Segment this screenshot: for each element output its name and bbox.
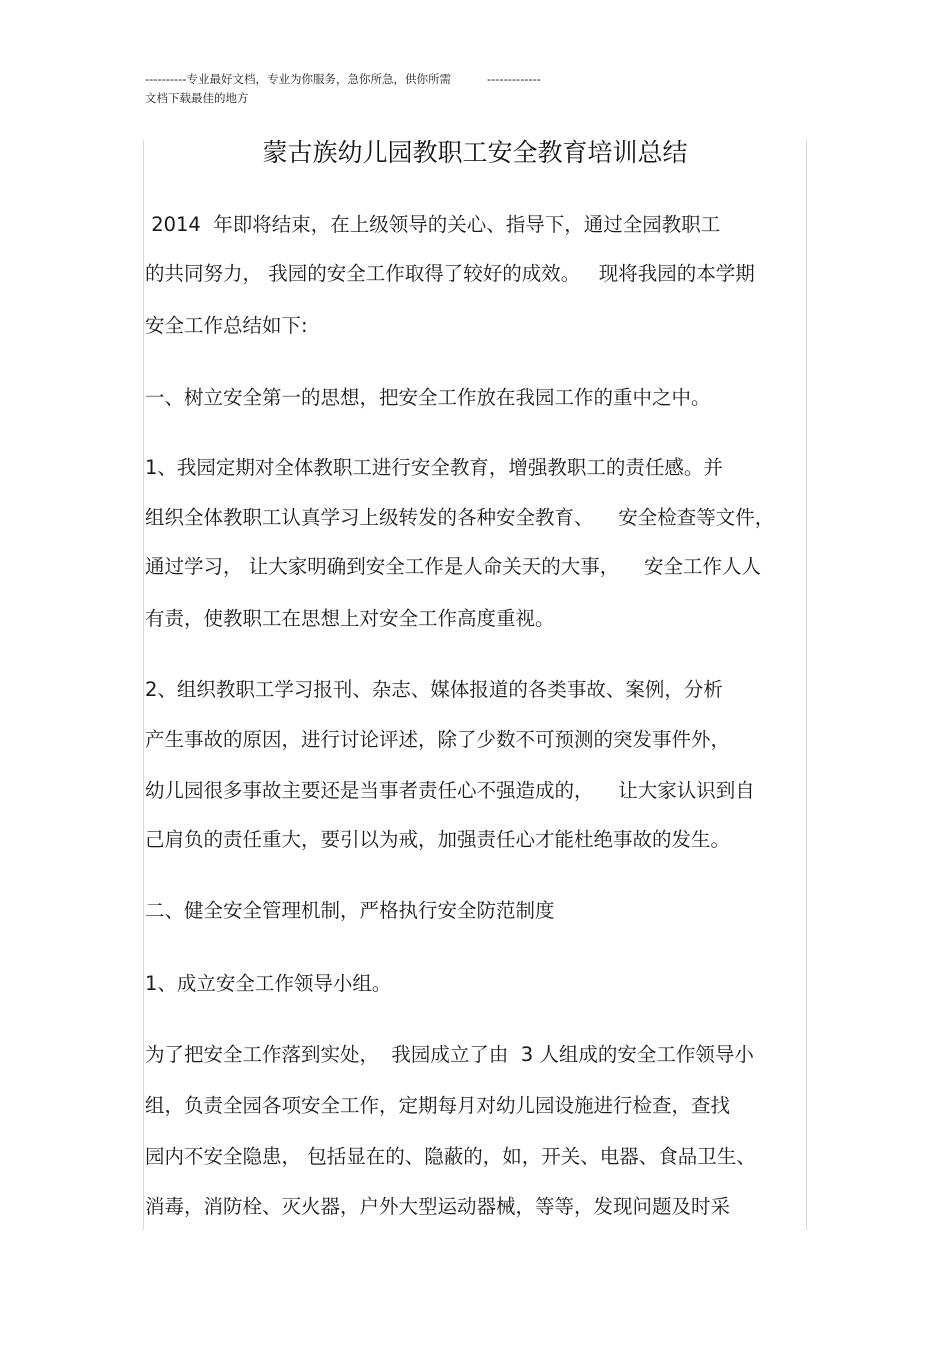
body-line: 通过学习， 让大家明确到安全工作是人命关天的大事， 安全工作人人 (145, 555, 761, 578)
header-dash-right: ------------- (487, 72, 541, 86)
body-line: 消毒，消防栓、灭火器，户外大型运动器械，等等，发现问题及时采 (145, 1195, 731, 1218)
body-line: 组织全体教职工认真学习上级转发的各种安全教育、 安全检查等文件， (145, 506, 775, 529)
body-line: 幼儿园很多事故主要还是当事者责任心不强造成的， 让大家认识到自 (145, 779, 755, 802)
body-line: 产生事故的原因，进行讨论评述，除了少数不可预测的突发事件外， (145, 728, 731, 751)
header-slogan: 专业最好文档，专业为你服务，急你所急，供你所需 (186, 72, 451, 86)
page-header (145, 70, 541, 108)
header-slogan-row (145, 70, 541, 89)
body-line: 有责，使教职工在思想上对安全工作高度重视。 (145, 607, 555, 630)
body-line: 组，负责全园各项安全工作，定期每月对幼儿园设施进行检查，查找 (145, 1094, 731, 1117)
body-line: 园内不安全隐患， 包括显在的、隐蔽的，如，开关、电器、食品卫生、 (145, 1145, 756, 1168)
document-title: 蒙古族幼儿园教职工安全教育培训总结 (262, 138, 688, 167)
body-line: 为了把安全工作落到实处， 我园成立了由 3 人组成的安全工作领导小 (145, 1043, 754, 1066)
body-line: 的共同努力， 我园的安全工作取得了较好的成效。 现将我园的本学期 (145, 262, 755, 285)
subsection-heading: 1、成立安全工作领导小组。 (145, 972, 392, 995)
body-line: 2、组织教职工学习报刊、杂志、媒体报道的各类事故、案例，分析 (145, 678, 723, 701)
section-heading: 二、健全安全管理机制，严格执行安全防范制度 (145, 899, 555, 922)
page-border-left (143, 140, 144, 1230)
section-heading: 一、树立安全第一的思想，把安全工作放在我园工作的重中之中。 (145, 386, 711, 409)
page-border-right (806, 140, 807, 1230)
body-line: 己肩负的责任重大，要引以为戒，加强责任心才能杜绝事故的发生。 (145, 828, 731, 851)
header-dash-left: ---------- (145, 72, 187, 86)
body-line: 2014 年即将结束，在上级领导的关心、指导下，通过全园教职工 (145, 213, 721, 236)
body-line: 安全工作总结如下: (145, 314, 308, 337)
body-line: 1、我园定期对全体教职工进行安全教育，增强教职工的责任感。并 (145, 456, 723, 479)
header-subline: 文档下载最佳的地方 (145, 91, 249, 105)
